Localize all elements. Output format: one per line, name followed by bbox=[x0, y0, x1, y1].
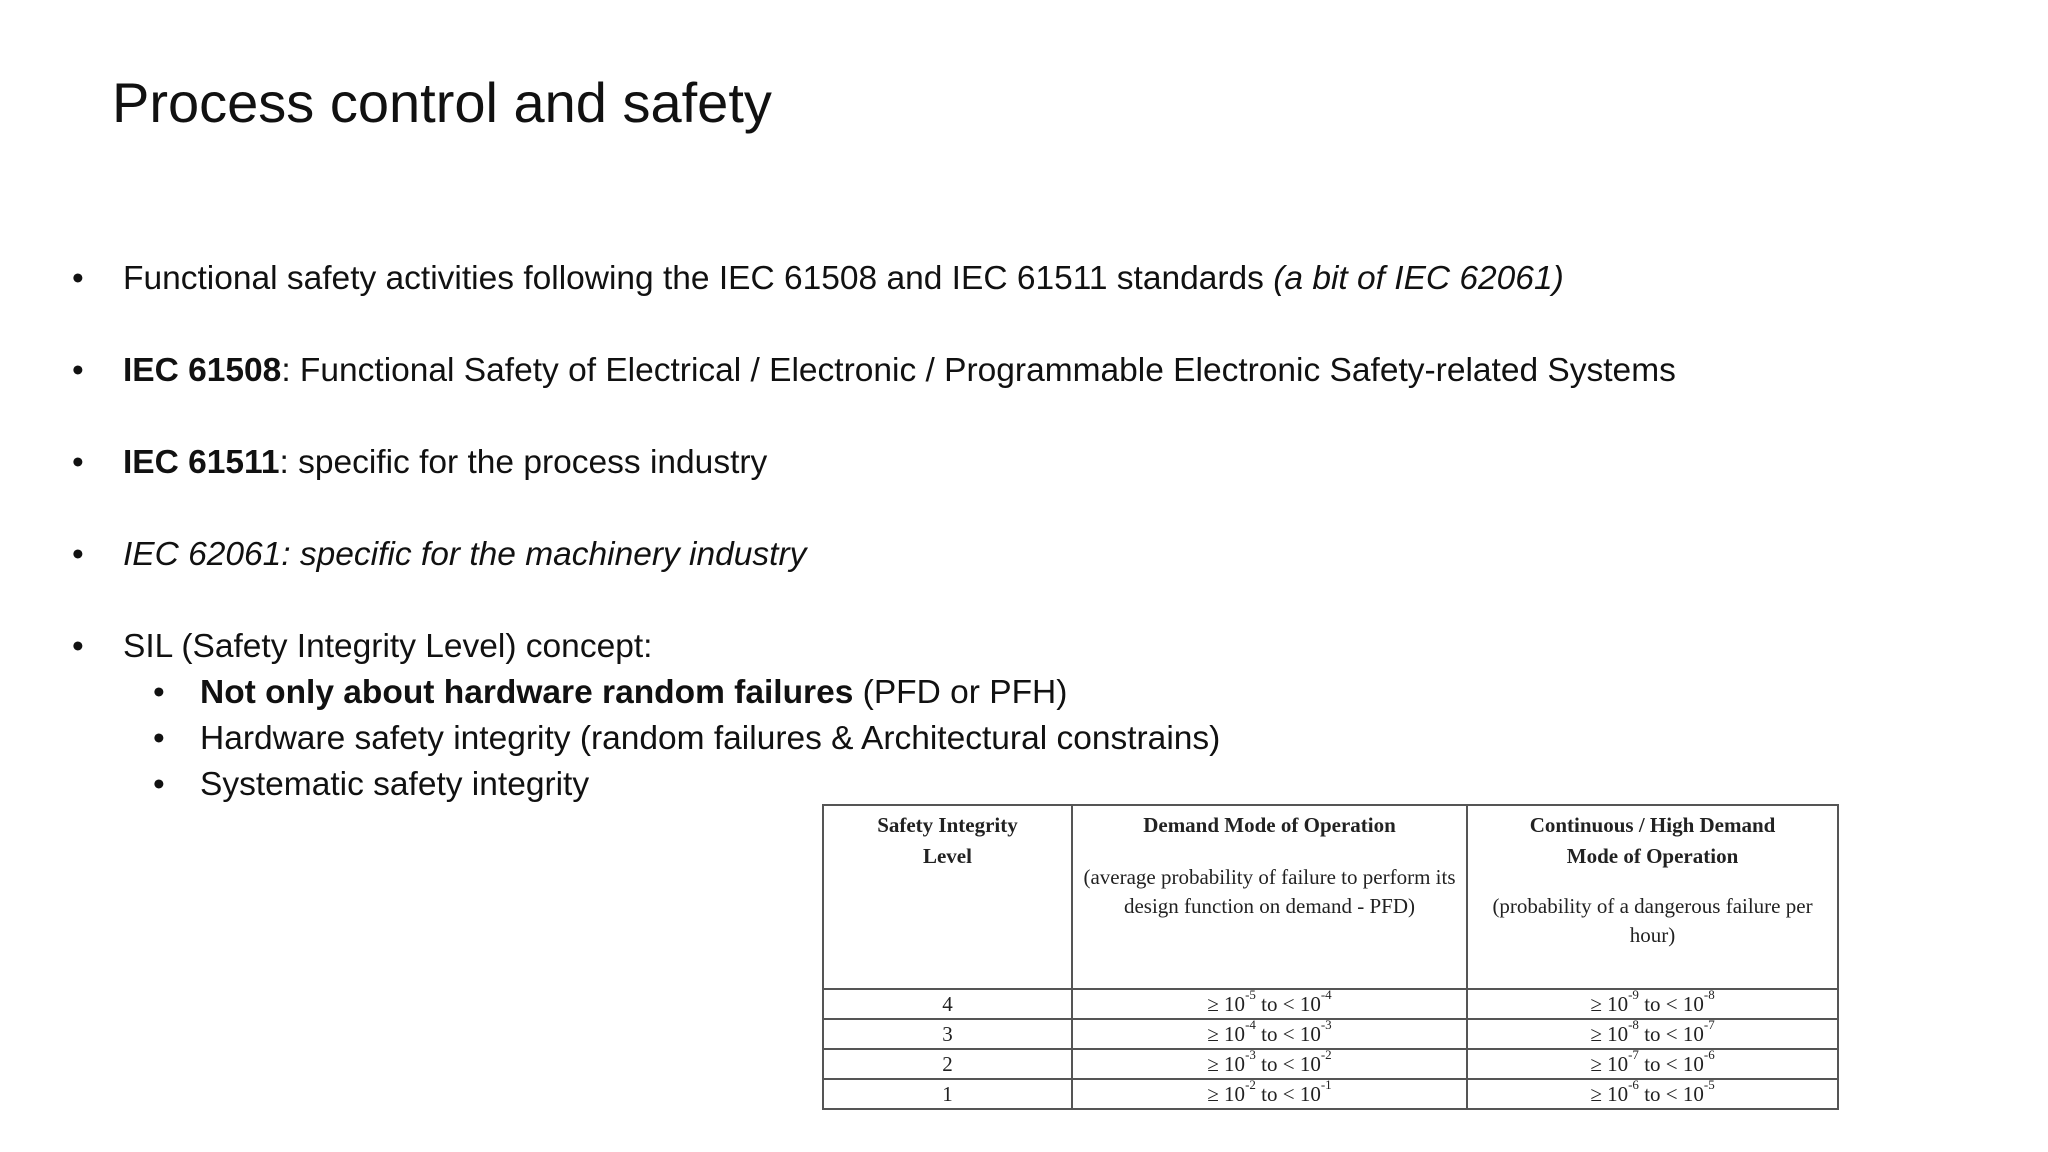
table-row bbox=[823, 1019, 1838, 1049]
header-note: (average probability of failure to perform its design function on demand - PFD) bbox=[1083, 865, 1456, 918]
sub-bullet-list bbox=[123, 670, 1676, 808]
sub-bullet-item bbox=[123, 716, 1676, 762]
header-title: Continuous / High Demand bbox=[1529, 813, 1776, 837]
bullet-item bbox=[72, 440, 1676, 486]
slide-title: Process control and safety bbox=[112, 71, 772, 134]
table-row bbox=[823, 1049, 1838, 1079]
bullet-item bbox=[72, 532, 1676, 578]
bullet-italic-text: (a bit of IEC 62061) bbox=[1273, 260, 1564, 297]
sil-table bbox=[822, 804, 1839, 1110]
pfh-cell: ≥ $10^{-7}$ to < $10^{-6}$ bbox=[1467, 1049, 1838, 1079]
pfd-cell: ≥ $10^{-4}$ to < $10^{-3}$ bbox=[1072, 1019, 1467, 1049]
bullet-dot-icon: • bbox=[153, 766, 165, 803]
bullet-bold-text: IEC 61508 bbox=[123, 352, 282, 389]
sil-cell: 2 bbox=[823, 1049, 1072, 1079]
header-title: Mode of Operation bbox=[1566, 844, 1739, 868]
pfh-cell: ≥ $10^{-6}$ to < $10^{-5}$ bbox=[1467, 1079, 1838, 1109]
pfd-cell: ≥ $10^{-5}$ to < $10^{-4}$ bbox=[1072, 989, 1467, 1019]
sub-bullet-text: Hardware safety integrity (random failures & Architectural constrains) bbox=[200, 720, 1221, 757]
pfh-cell: ≥ $10^{-9}$ to < $10^{-8}$ bbox=[1467, 989, 1838, 1019]
bullet-text: : specific for the process industry bbox=[279, 444, 768, 481]
sub-bullet-item bbox=[123, 670, 1676, 716]
bullet-dot-icon: • bbox=[153, 720, 165, 757]
header-note: (probability of a dangerous failure per hour) bbox=[1492, 894, 1813, 947]
header-continuous-mode bbox=[1467, 805, 1838, 989]
table-row bbox=[823, 989, 1838, 1019]
bullet-text: Functional safety activities following the IEC 61508 and IEC 61511 standards bbox=[123, 260, 1274, 297]
bullet-item bbox=[72, 348, 1676, 394]
pfh-cell: ≥ $10^{-8}$ to < $10^{-7}$ bbox=[1467, 1019, 1838, 1049]
bullet-text: SIL (Safety Integrity Level) concept: bbox=[123, 628, 653, 665]
sub-bullet-text: Systematic safety integrity bbox=[200, 766, 590, 803]
bullet-italic-text: IEC 62061: specific for the machinery industry bbox=[123, 536, 807, 573]
bullet-bold-text: IEC 61511 bbox=[123, 444, 280, 481]
bullet-item bbox=[72, 624, 1676, 808]
bullet-item bbox=[72, 256, 1676, 302]
header-title: Safety Integrity bbox=[877, 813, 1018, 837]
pfd-cell: ≥ $10^{-3}$ to < $10^{-2}$ bbox=[1072, 1049, 1467, 1079]
bullet-list bbox=[72, 256, 1676, 854]
table-row bbox=[823, 1079, 1838, 1109]
pfd-cell: ≥ $10^{-2}$ to < $10^{-1}$ bbox=[1072, 1079, 1467, 1109]
sil-cell: 3 bbox=[823, 1019, 1072, 1049]
header-title: Demand Mode of Operation bbox=[1143, 813, 1396, 837]
bullet-dot-icon: • bbox=[153, 674, 165, 711]
sub-bullet-text: (PFD or PFH) bbox=[853, 674, 1068, 711]
table-header-row bbox=[823, 805, 1838, 989]
header-title: Level bbox=[922, 844, 972, 868]
sub-bullet-item bbox=[123, 762, 1676, 808]
header-sil bbox=[823, 805, 1072, 989]
sil-cell: 1 bbox=[823, 1079, 1072, 1109]
sil-cell: 4 bbox=[823, 989, 1072, 1019]
header-demand-mode bbox=[1072, 805, 1467, 989]
sub-bullet-bold-text: Not only about hardware random failures bbox=[200, 674, 854, 711]
bullet-text: : Functional Safety of Electrical / Electronic / Programmable Electronic Safety-related Systems bbox=[281, 352, 1676, 389]
